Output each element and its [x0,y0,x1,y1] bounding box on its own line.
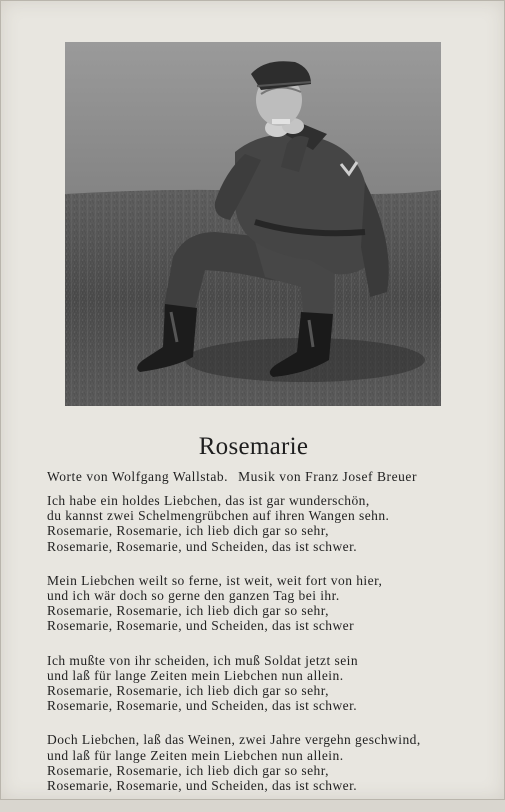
verse-line: Rosemarie, Rosemarie, ich lieb dich gar so sehr, [47,603,329,619]
verse-2 [47,573,487,634]
verse-line: Ich habe ein holdes Liebchen, das ist gar wunderschön, [47,493,370,508]
verse-line: du kannst zwei Schelmengrübchen auf ihren Wangen sehn. [47,508,390,524]
verse-line: Ich mußte von ihr scheiden, ich muß Soldat jetzt sein [47,652,359,668]
verse-line: und laß für lange Zeiten mein Liebchen nun allein. [47,667,344,683]
verse-line: und laß für lange Zeiten mein Liebchen nun allein. [47,747,344,763]
verse-line: Rosemarie, Rosemarie, ich lieb dich gar so sehr, [47,683,329,699]
soldier-photo-illustration [65,42,441,406]
verse-line: Rosemarie, Rosemarie, ich lieb dich gar so sehr, [47,762,329,778]
verse-4 [47,732,487,793]
verse-line: und ich wär doch so gerne den ganzen Tag bei ihr. [47,588,340,604]
verse-line: Rosemarie, Rosemarie, und Scheiden, das ist schwer. [47,538,358,554]
song-lyrics [47,493,487,812]
verse-line: Mein Liebchen weilt so ferne, ist weit, weit fort von hier, [47,572,383,588]
song-title: Rosemarie [198,433,309,460]
verse-1 [47,493,487,554]
song-credits [47,469,417,485]
verse-line: Rosemarie, Rosemarie, ich lieb dich gar so sehr, [47,523,329,539]
composer-credit: Musik von Franz Josef Breuer [238,469,417,484]
verse-line: Rosemarie, Rosemarie, und Scheiden, das ist schwer. [47,698,358,714]
verse-3 [47,653,487,714]
verse-line: Rosemarie, Rosemarie, und Scheiden, das ist schwer. [47,778,358,794]
verse-line: Doch Liebchen, laß das Weinen, zwei Jahre vergehn geschwind, [47,732,421,748]
lyricist-credit: Worte von Wolfgang Wallstab. [47,469,229,484]
verse-line: Rosemarie, Rosemarie, und Scheiden, das ist schwer [47,618,355,634]
soldier-photo [65,42,441,406]
